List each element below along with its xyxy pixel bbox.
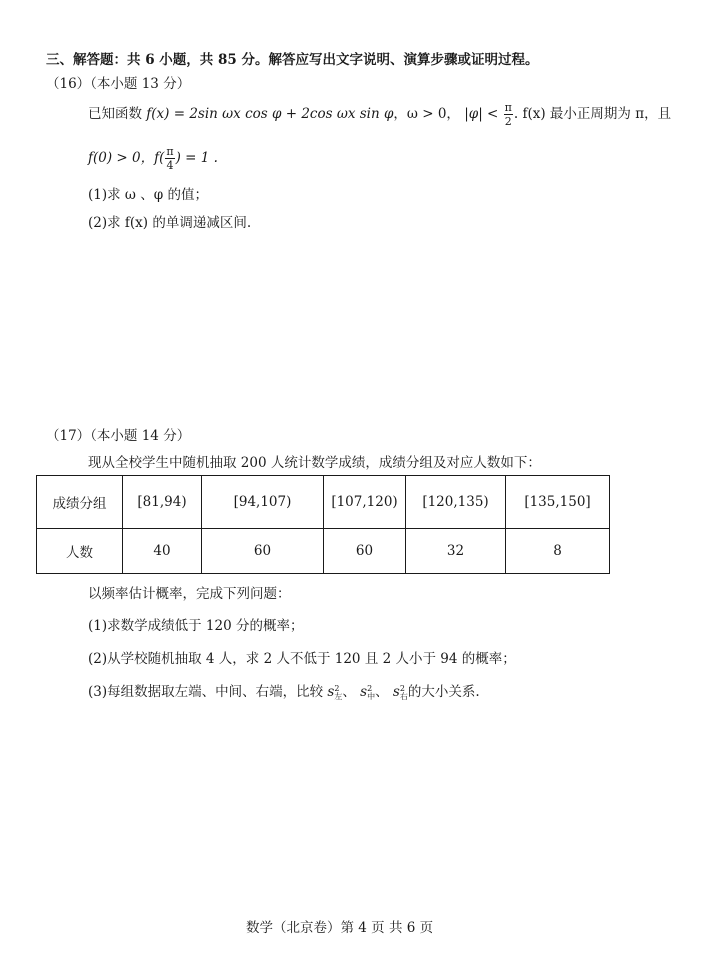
table-group-cell: [135,150] bbox=[506, 476, 610, 529]
table-count-label: 人数 bbox=[37, 529, 123, 574]
q16-part2: (2)求 f(x) 的单调递减区间. bbox=[88, 215, 252, 231]
q17-label: （17）（本小题 14 分） bbox=[46, 428, 191, 444]
q16-line1 bbox=[88, 102, 671, 127]
table-group-cell: [120,135) bbox=[406, 476, 506, 529]
table-header-label: 成绩分组 bbox=[37, 476, 123, 529]
table-count-row bbox=[37, 529, 610, 574]
table-group-cell: [81,94) bbox=[123, 476, 202, 529]
section-header: 三、解答题：共 6 小题，共 85 分。解答应写出文字说明、演算步骤或证明过程。 bbox=[46, 52, 539, 68]
q17-intro: 现从全校学生中随机抽取 200 人统计数学成绩，成绩分组及对应人数如下： bbox=[88, 455, 541, 471]
table-header-row bbox=[37, 476, 610, 529]
q16-prefix: 已知函数 bbox=[88, 106, 142, 122]
q16-label: （16）（本小题 13 分） bbox=[46, 76, 191, 92]
page-footer: 数学（北京卷）第 4 页 共 6 页 bbox=[246, 920, 434, 936]
table-count-cell: 8 bbox=[506, 529, 610, 574]
q16-part1: (1)求 ω 、φ 的值； bbox=[88, 187, 208, 203]
q17-instruction: 以频率估计概率，完成下列问题： bbox=[88, 586, 291, 602]
q16-frac-pi-2: $\frac{\pi}{2}$ bbox=[504, 101, 512, 128]
q16-period-text: . f(x) 最小正周期为 π，且 bbox=[513, 106, 672, 122]
q17-part1: (1)求数学成绩低于 120 分的概率； bbox=[88, 618, 304, 634]
q17-part2: (2)从学校随机抽取 4 人，求 2 人不低于 120 且 2 人小于 94 的概率； bbox=[88, 651, 516, 667]
table-count-cell: 60 bbox=[202, 529, 324, 574]
q16-cond1: ，ω > 0， bbox=[393, 106, 460, 122]
q17-part3: (3)每组数据取左端、中间、右端，比较 s 2 左 、 s 2 中 、 s 2 右 的大小关系. bbox=[88, 684, 480, 701]
table-group-cell: [107,120) bbox=[324, 476, 406, 529]
score-table bbox=[36, 475, 610, 574]
q16-frac-pi-4: $\frac{\pi}{4}$ bbox=[166, 145, 174, 172]
q16-func-def: f(x) = 2sin ωx cos φ + 2cos ωx sin φ bbox=[146, 106, 394, 122]
table-count-cell: 60 bbox=[324, 529, 406, 574]
table-group-cell: [94,107) bbox=[202, 476, 324, 529]
table-count-cell: 40 bbox=[123, 529, 202, 574]
q16-line2: f(0) > 0，f( $\frac{\pi}{4}$ ) = 1 . bbox=[88, 145, 218, 172]
q16-abs-phi: |φ| < bbox=[464, 106, 499, 122]
table-count-cell: 32 bbox=[406, 529, 506, 574]
